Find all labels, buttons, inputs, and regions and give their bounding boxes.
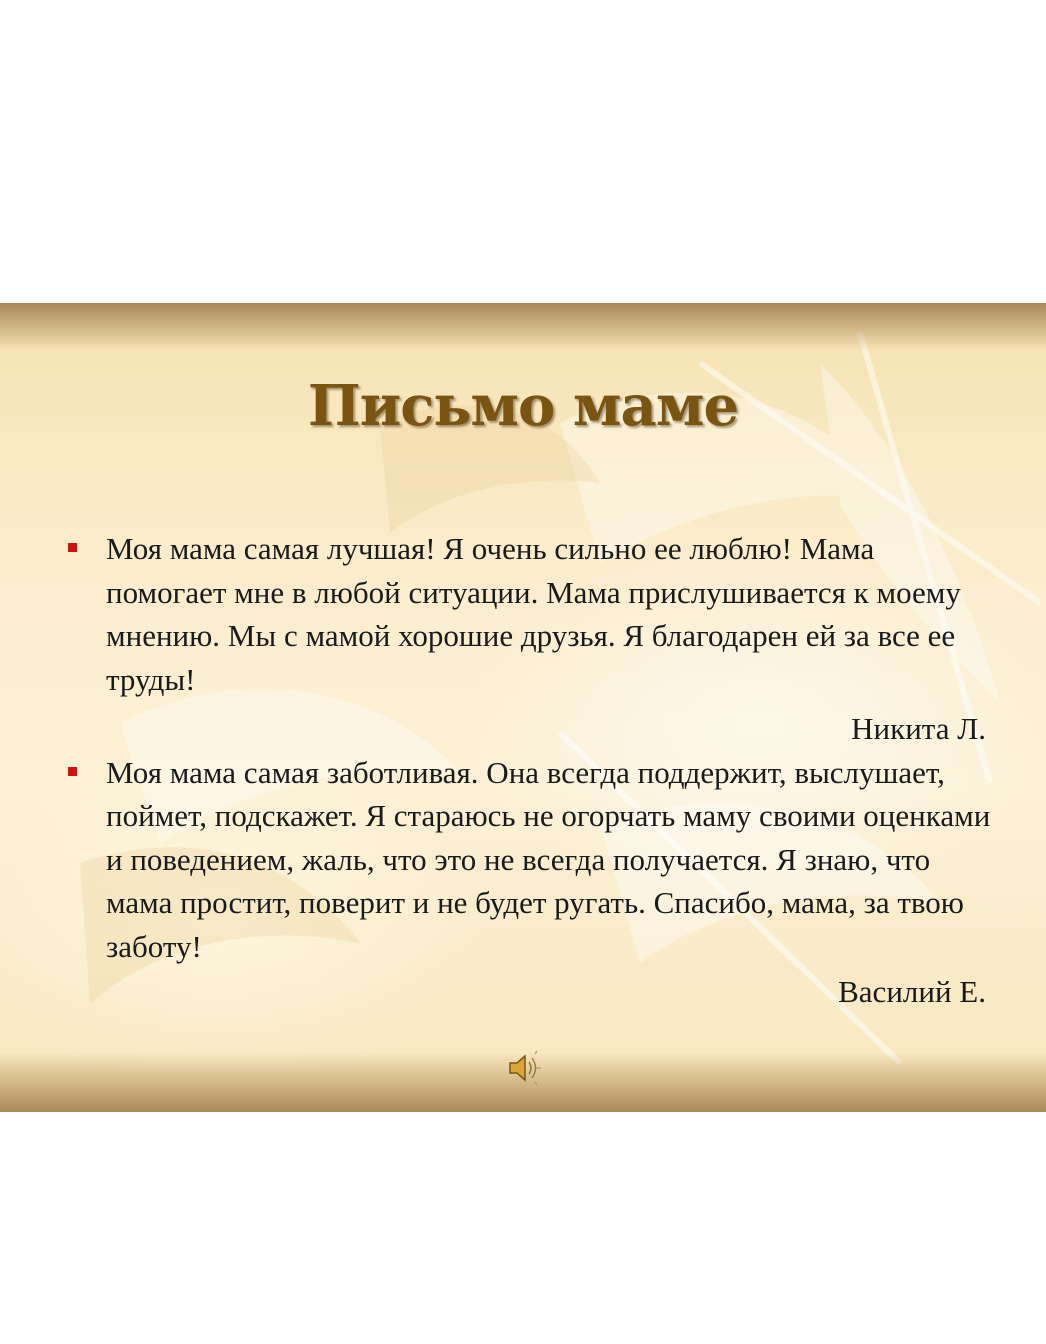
slide — [0, 303, 1046, 1112]
letters-list — [66, 527, 996, 1014]
speaker-icon[interactable] — [504, 1048, 544, 1088]
letter-signature: Василий Е. — [838, 974, 986, 1009]
letter-text: Моя мама самая лучшая! Я очень сильно ее люблю! Мама помогает мне в любой ситуации. Мама прислушивается к моему мнению. Мы с мамой хорошие друзья. Я благодарен ей за все ее труды! — [106, 531, 961, 697]
letter-text: Моя мама самая заботливая. Она всегда поддержит, выслушает, поймет, подскажет. Я стараюсь не огорчать маму своими оценками и поведением, жаль, что это не всегда получается. Я знаю, что мама простит, поверит и не будет ругать. Спасибо, мама, за твою заботу! — [106, 754, 991, 964]
letter-signature: Никита Л. — [851, 711, 986, 746]
list-item — [66, 527, 996, 701]
top-band — [0, 303, 1046, 351]
list-item — [66, 751, 996, 969]
slide-title: Письмо маме — [307, 373, 739, 439]
bullet-icon — [68, 543, 77, 552]
bullet-icon — [68, 767, 77, 776]
